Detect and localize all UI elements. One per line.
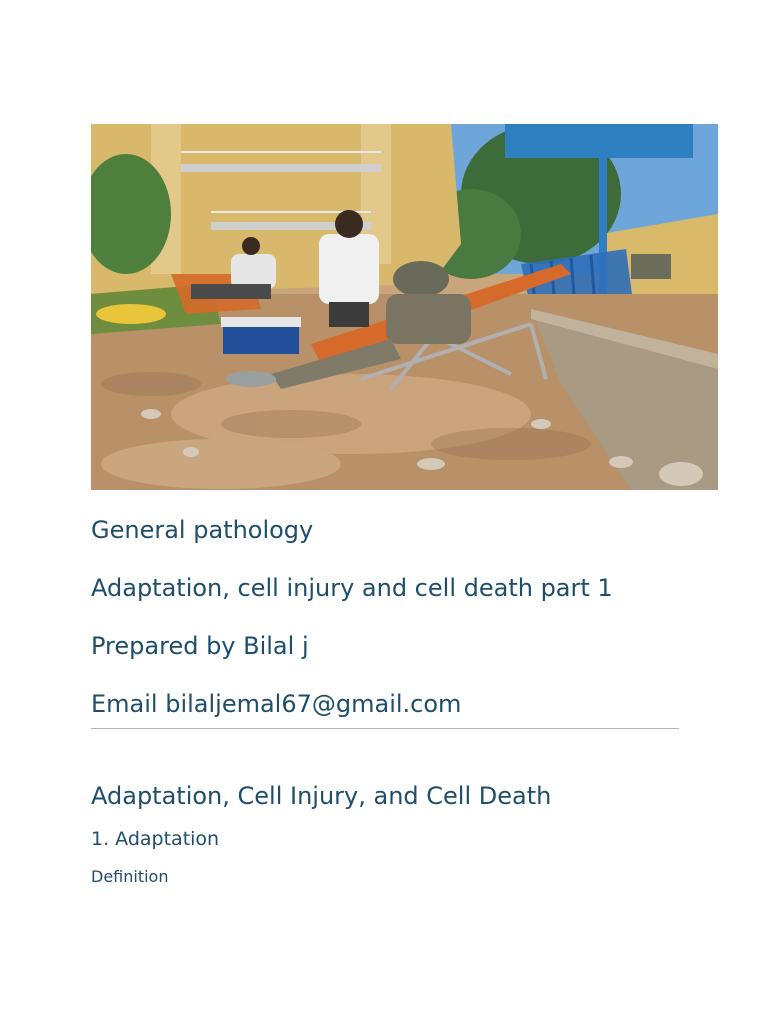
section-heading: Adaptation, Cell Injury, and Cell Death — [91, 782, 552, 810]
email-line: Email bilaljemal67@gmail.com — [91, 690, 462, 718]
subsubsection-heading: Definition — [91, 867, 169, 886]
subsection-heading: 1. Adaptation — [91, 828, 220, 850]
author-line: Prepared by Bilal j — [91, 632, 309, 660]
horizontal-rule — [91, 728, 679, 729]
lecture-title: Adaptation, cell injury and cell death part 1 — [91, 574, 613, 602]
cover-photo — [91, 124, 718, 490]
course-title: General pathology — [91, 516, 314, 544]
